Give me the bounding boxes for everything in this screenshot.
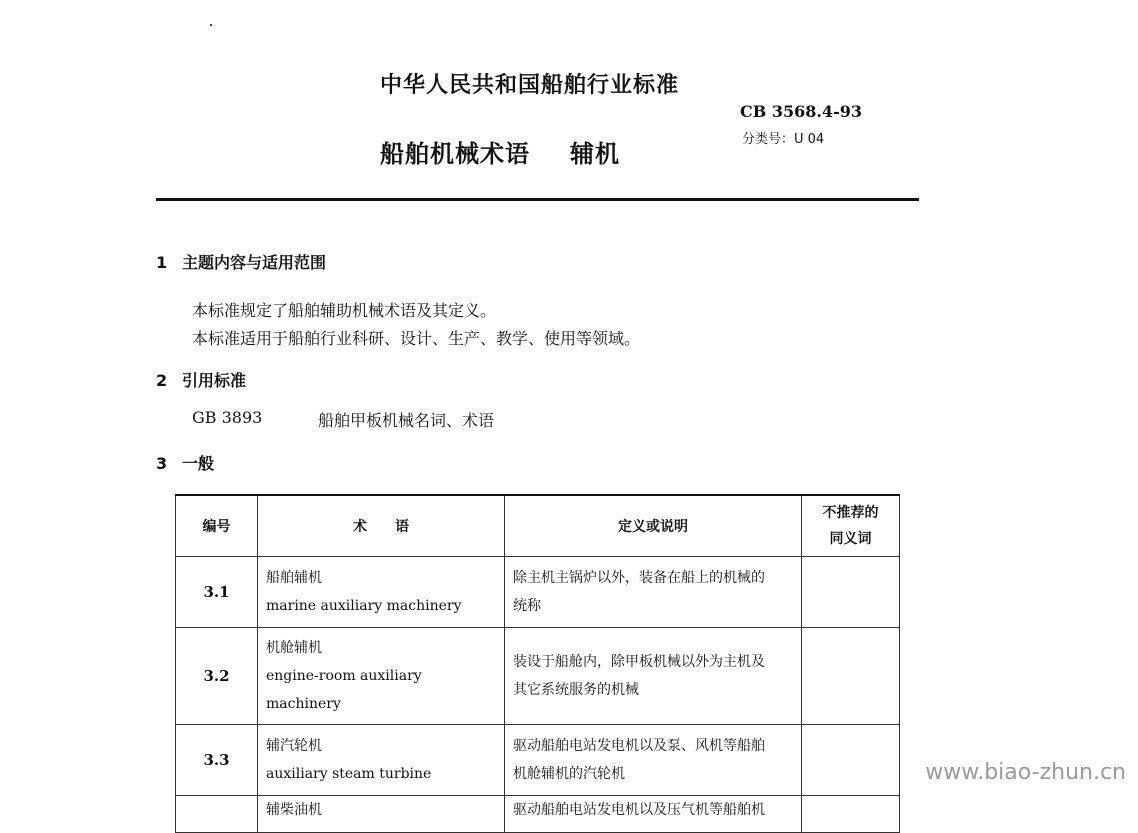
term-cell (258, 628, 505, 725)
term-number: 3.2 (176, 628, 258, 725)
header-definition: 定义或说明 (505, 495, 802, 557)
header-number: 编号 (176, 495, 258, 557)
section-number: 1 (156, 253, 168, 272)
term-cell (258, 796, 505, 833)
standard-code: CB 3568.4-93 (740, 102, 862, 121)
section-title: 引用标准 (182, 371, 247, 390)
table-row (176, 725, 900, 796)
section-1-heading (156, 250, 326, 273)
scan-mark (210, 24, 212, 26)
header-synonym (802, 495, 900, 557)
section-3-heading (156, 451, 214, 474)
table-header-row (176, 495, 900, 557)
scope-line-2: 本标准适用于船舶行业科研、设计、生产、教学、使用等领域。 (192, 329, 641, 348)
terms-table (175, 494, 900, 833)
definition-line: 除主机主锅炉以外，装备在船上的机械的 (513, 570, 765, 586)
document-title (380, 134, 620, 169)
table-row (176, 557, 900, 628)
document-title-main: 船舶机械术语 (380, 140, 530, 168)
synonym-cell (802, 796, 900, 833)
definition-line: 装设于船舱内，除甲板机械以外为主机及 (513, 654, 765, 670)
table-row (176, 628, 900, 725)
term-chinese: 辅柴油机 (266, 802, 322, 818)
definition-line: 统称 (513, 598, 541, 614)
reference-name: 船舶甲板机械名词、术语 (318, 411, 495, 430)
scope-line-1: 本标准规定了船舶辅助机械术语及其定义。 (192, 301, 497, 320)
header-term: 术 语 (258, 495, 505, 557)
standard-title: 中华人民共和国船舶行业标准 (380, 73, 680, 98)
term-cell (258, 725, 505, 796)
definition-cell (505, 796, 802, 833)
term-number: 3.3 (176, 725, 258, 796)
header-divider (156, 198, 919, 201)
term-english: engine-room auxiliary machinery (266, 668, 422, 712)
table-row (176, 796, 900, 833)
definition-cell (505, 557, 802, 628)
section-title: 主题内容与适用范围 (182, 253, 327, 272)
term-number: 3.1 (176, 557, 258, 628)
definition-line: 驱动船舶电站发电机以及压气机等船舶机 (513, 802, 765, 818)
definition-cell (505, 628, 802, 725)
site-watermark: www.biao-zhun.cn (921, 760, 1130, 785)
definition-line: 其它系统服务的机械 (513, 682, 639, 698)
section-2-heading (156, 368, 246, 391)
section-number: 2 (156, 371, 168, 390)
section-number: 3 (156, 454, 168, 473)
definition-line: 机舱辅机的汽轮机 (513, 766, 625, 782)
classification-number: 分类号：U 04 (742, 132, 825, 147)
document-title-sub: 辅机 (570, 140, 620, 168)
section-title: 一般 (182, 454, 215, 473)
term-english: marine auxiliary machinery (266, 598, 462, 614)
reference-code: GB 3893 (192, 408, 263, 427)
term-chinese: 辅汽轮机 (266, 738, 322, 754)
header-synonym-line-2: 同义词 (829, 531, 872, 547)
synonym-cell (802, 557, 900, 628)
definition-line: 驱动船舶电站发电机以及泵、风机等船舶 (513, 738, 765, 754)
term-chinese: 机舱辅机 (266, 640, 322, 656)
term-cell (258, 557, 505, 628)
definition-cell (505, 725, 802, 796)
term-number (176, 796, 258, 833)
term-chinese: 船舶辅机 (266, 570, 322, 586)
header-synonym-line-1: 不推荐的 (822, 505, 879, 521)
term-english: auxiliary steam turbine (266, 766, 432, 782)
synonym-cell (802, 628, 900, 725)
synonym-cell (802, 725, 900, 796)
